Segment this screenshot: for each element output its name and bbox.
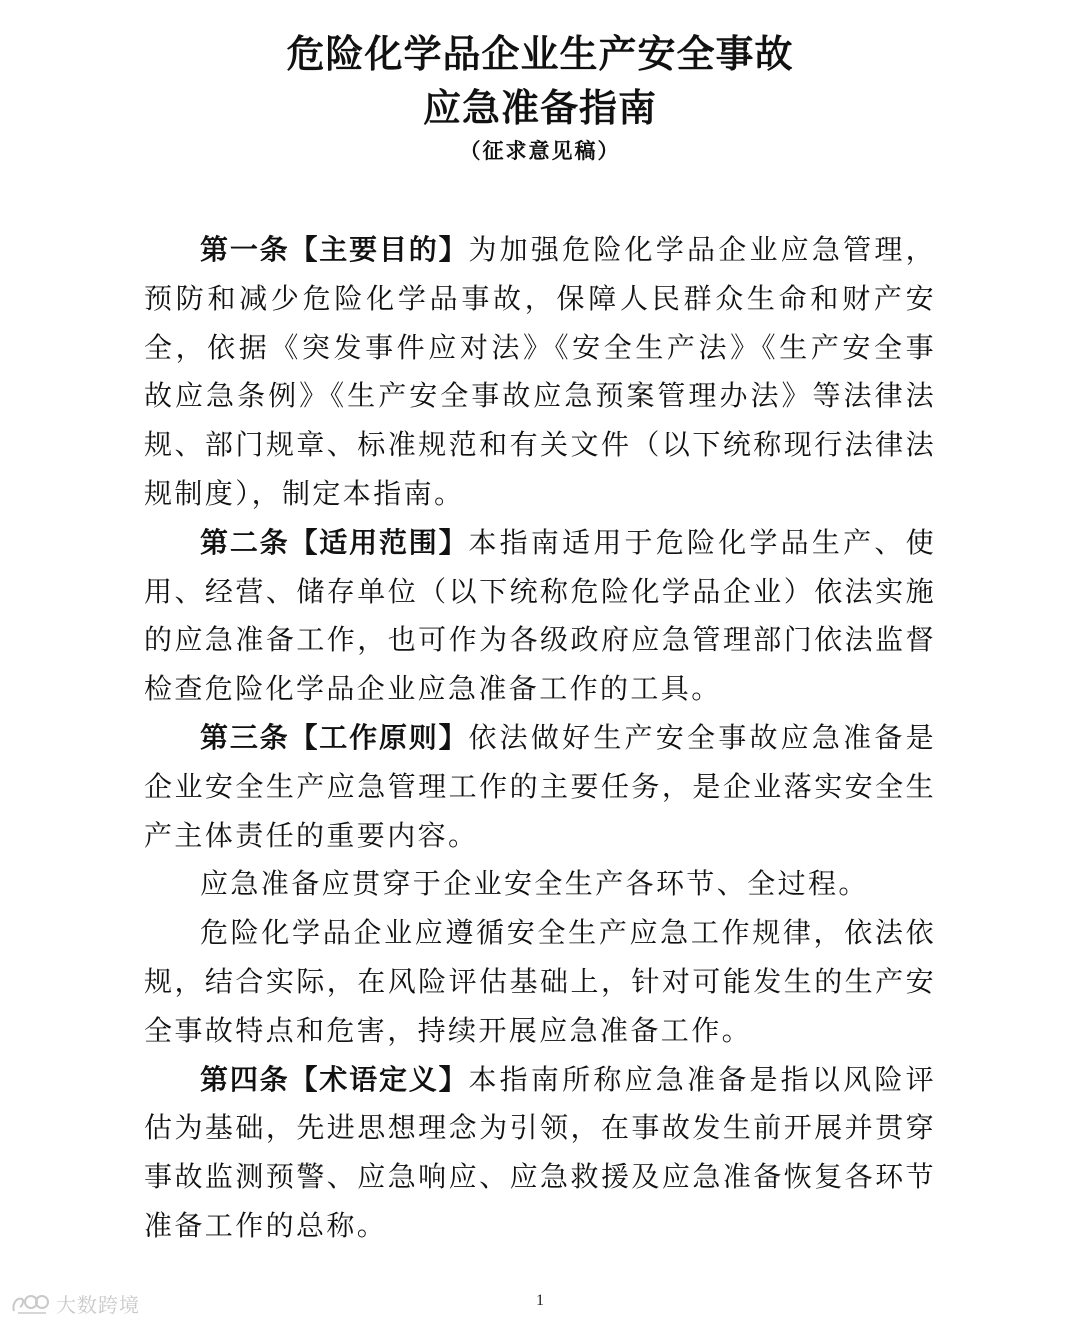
article-3-heading: 第三条【工作原则】 bbox=[200, 720, 469, 754]
document-subtitle: （征求意见稿） bbox=[459, 139, 621, 163]
article-3-paragraph-2 bbox=[144, 860, 936, 909]
article-3-text: 依法做好生产安全事故应急准备是企业安全生产应急管理工作的主要任务，是企业落实安全生产主体责任的重要内容。 bbox=[144, 720, 936, 852]
article-3-text-3: 危险化学品企业应遵循安全生产应急工作规律，依法依规，结合实际，在风险评估基础上，针对可能发生的生产安全事故特点和危害，持续开展应急准备工作。 bbox=[144, 916, 936, 1047]
article-1-heading: 第一条【主要目的】 bbox=[200, 233, 469, 266]
article-4-text: 本指南所称应急准备是指以风险评估为基础，先进思想理念为引领，在事故发生前开展并贯穿事故监测预警、应急响应、应急救援及应急准备恢复各环节准备工作的总称。 bbox=[144, 1062, 936, 1242]
article-3-paragraph-3 bbox=[144, 909, 936, 1055]
article-3-paragraph bbox=[144, 714, 936, 860]
watermark-text: 大数跨境 bbox=[56, 1293, 140, 1317]
document-title-line-2: 应急准备指南 bbox=[422, 86, 657, 130]
article-1-text: 为加强危险化学品企业应急管理，预防和减少危险化学品事故，保障人民群众生命和财产安全，依据《突发事件应对法》《安全生产法》《生产安全事故应急条例》《生产安全事故应急预案管理办法》等法律法规、部门规章、标准规范和有关文件（以下统称现行法律法规制度），制定本指南。 bbox=[144, 233, 936, 510]
article-2-text: 本指南适用于危险化学品生产、使用、经营、储存单位（以下统称危险化学品企业）依法实施的应急准备工作，也可作为各级政府应急管理部门依法监督检查危险化学品企业应急准备工作的工具。 bbox=[144, 525, 936, 706]
article-4-heading: 第四条【术语定义】 bbox=[200, 1062, 469, 1096]
document-body bbox=[144, 226, 936, 1251]
page-number: 1 bbox=[536, 1292, 544, 1309]
document-title-line-1: 危险化学品企业生产安全事故 bbox=[286, 32, 794, 76]
article-4-paragraph bbox=[144, 1056, 936, 1251]
article-2-paragraph bbox=[144, 519, 936, 714]
article-1-paragraph bbox=[144, 226, 936, 519]
article-3-text-2: 应急准备应贯穿于企业安全生产各环节、全过程。 bbox=[200, 867, 869, 901]
article-2-heading: 第二条【适用范围】 bbox=[200, 525, 469, 559]
